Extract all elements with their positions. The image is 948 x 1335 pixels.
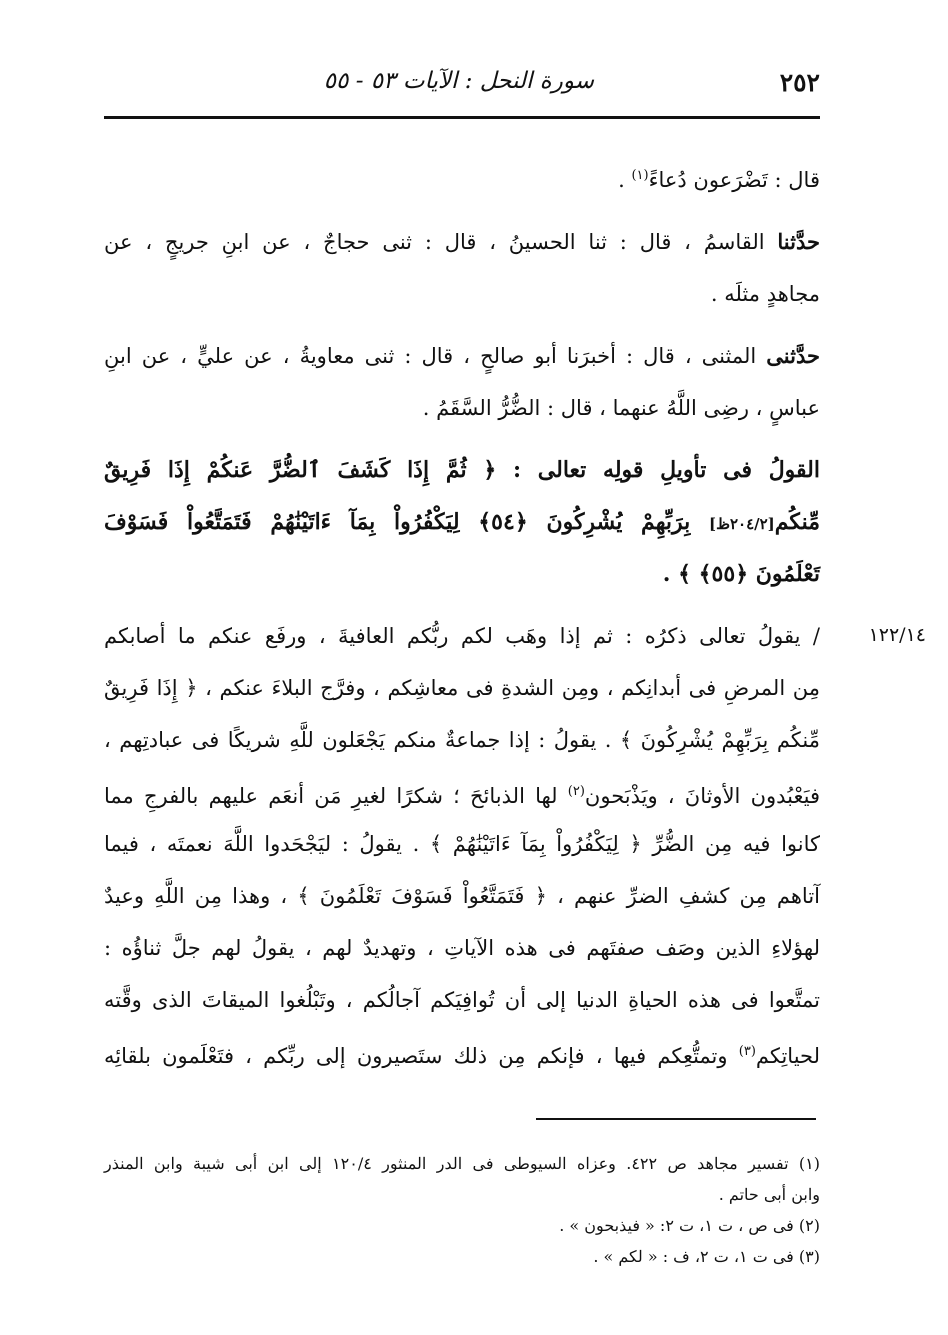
paragraph-5 — [104, 610, 820, 1078]
footnote-1: (١) تفسير مجاهد ص ٤٢٢. وعزاه السيوطى فى الدر المنثور ١٢٠/٤ إلى ابن أبى شيبة وابن المنذر — [104, 1154, 821, 1173]
paragraph-text: فيَعْبُدون الأوثانَ ، ويَذْبَحون — [584, 784, 821, 808]
verse-text: مِّنكُم — [774, 509, 820, 535]
page-number: ٢٥٢ — [779, 68, 820, 97]
running-header — [104, 66, 820, 106]
footnote-2: (٢) فى ص ، ت ١، ت ٢: « فيذبحون » . — [559, 1216, 820, 1235]
paragraph-line: تمتَّعوا فى هذه الحياةِ الدنيا إلى أن تُوافِيَكم آجالُكم ، وتَبْلُغوا الميقاتَ الذى وقَّته — [104, 988, 820, 1012]
paragraph-text: لها الذبائحَ ؛ شكرًا لغيرِ مَن أنعَم عليهم بالفرجِ مما — [104, 784, 568, 808]
paragraph-text: لحياتِكم — [755, 1044, 820, 1068]
paragraph-end: . — [618, 168, 632, 192]
paragraph-line: مِّنكُم بِرَبِّهِمْ يُشْرِكُونَ ﴾ . يقولُ : إذا جماعةٌ منكم يَجْعَلون للَّهِ شريكًا فى عبادتِهم ، — [104, 728, 820, 752]
header-title: سورة النحل : الآيات ٥٣ - ٥٥ — [323, 68, 594, 94]
verse-line: تَعْلَمُونَ ﴿٥٥﴾ ﴾ . — [662, 561, 820, 587]
paragraph-line — [104, 330, 820, 382]
footnotes — [104, 1148, 820, 1272]
footnote-rule — [536, 1118, 816, 1120]
paragraph-line — [104, 1026, 820, 1078]
paragraph-line: آتاهم مِن كشفِ الضرِّ عنهم ، ﴿ فَتَمَتَّعُواْ فَسَوْفَ تَعْلَمُونَ ﴾ ، وهذا مِن اللَّهِ وعيدٌ — [104, 884, 820, 908]
margin-reference: ١٢٢/١٤ — [868, 624, 926, 646]
paragraph-1 — [104, 150, 820, 202]
footnote-3: (٣) فى ت ١، ت ٢، ف : « لكم » . — [593, 1247, 820, 1266]
verse-heading — [104, 444, 820, 600]
paragraph-line: كانوا فيه مِن الضُّرِّ ﴿ لِيَكْفُرُواْ بِمَآ ءَاتَيْنَٰهُمْ ﴾ . يقولُ : ليَجْحَدوا اللَّهَ نعمتَه ، فيما — [104, 832, 820, 856]
footnote-marker: (١) — [631, 168, 649, 183]
verse-line: القولُ فى تأويلِ قولِه تعالى : ﴿ ثُمَّ إِذَا كَشَفَ ٱلضُّرَّ عَنكُمْ إِذَا فَرِيقٌ — [104, 457, 820, 483]
header-rule — [104, 116, 820, 119]
paragraph-line: مِن المرضِ فى أبدانِكم ، ومِن الشدةِ فى معاشِكم ، وفرَّج البلاءَ عنكم ، ﴿ إِذَا فَرِيقٌ — [104, 676, 820, 700]
footnote-marker: (٣) — [738, 1044, 756, 1059]
verse-text: بِرَبِّهِمْ يُشْرِكُونَ ﴿٥٤﴾ لِيَكْفُرُواْ بِمَآ ءَاتَيْنَٰهُمْ فَتَمَتَّعُواْ فَسَوْفَ — [104, 509, 709, 535]
paragraph-text: وتمتُّعِكم فيها ، فإنكم مِن ذلك ستَصيرون إلى ربِّكم ، فتَعْلَمون بلقائِه — [104, 1044, 739, 1068]
paragraph-line: عباسٍ ، رضِى اللَّهُ عنهما ، قال : الضُّرُّ السَّقَمُ . — [422, 396, 820, 420]
paragraph-text: المثنى ، قال : أخبرَنا أبو صالحٍ ، قال : ثنى معاويةُ ، عن عليٍّ ، عن ابنِ — [104, 344, 767, 368]
paragraph-line: / يقولُ تعالى ذكرُه : ثم إذا وهَب لكم ربُّكم العافيةَ ، ورفَع عنكم ما أصابكم — [104, 624, 820, 648]
verse-line — [104, 496, 820, 548]
footnote-1-continued: وابن أبى حاتم . — [718, 1185, 820, 1204]
paragraph-line: مجاهدٍ مثلَه . — [710, 282, 820, 306]
paragraph-2 — [104, 216, 820, 320]
footnote-marker: (٢) — [567, 784, 585, 799]
paragraph-text: القاسمُ ، قال : ثنا الحسينُ ، قال : ثنى حجاجٌ ، عن ابنِ جريجٍ ، عن — [104, 230, 778, 254]
paragraph-text: قال : تَضْرَعون دُعاءً — [648, 168, 820, 192]
paragraph-line: لهؤلاءِ الذين وصَف صفتَهم فى هذه الآياتِ ، وتهديدٌ لهم ، يقولُ لهم جلَّ ثناؤُه : — [104, 936, 820, 960]
isnad-lead: حدَّثنا — [777, 229, 820, 254]
edition-reference: [٢٠٤/٢ظ] — [708, 515, 775, 533]
paragraph-line — [104, 766, 820, 818]
paragraph-line — [104, 216, 820, 268]
paragraph-line — [104, 150, 820, 202]
isnad-lead: حدَّثنى — [766, 343, 820, 368]
paragraph-3 — [104, 330, 820, 434]
